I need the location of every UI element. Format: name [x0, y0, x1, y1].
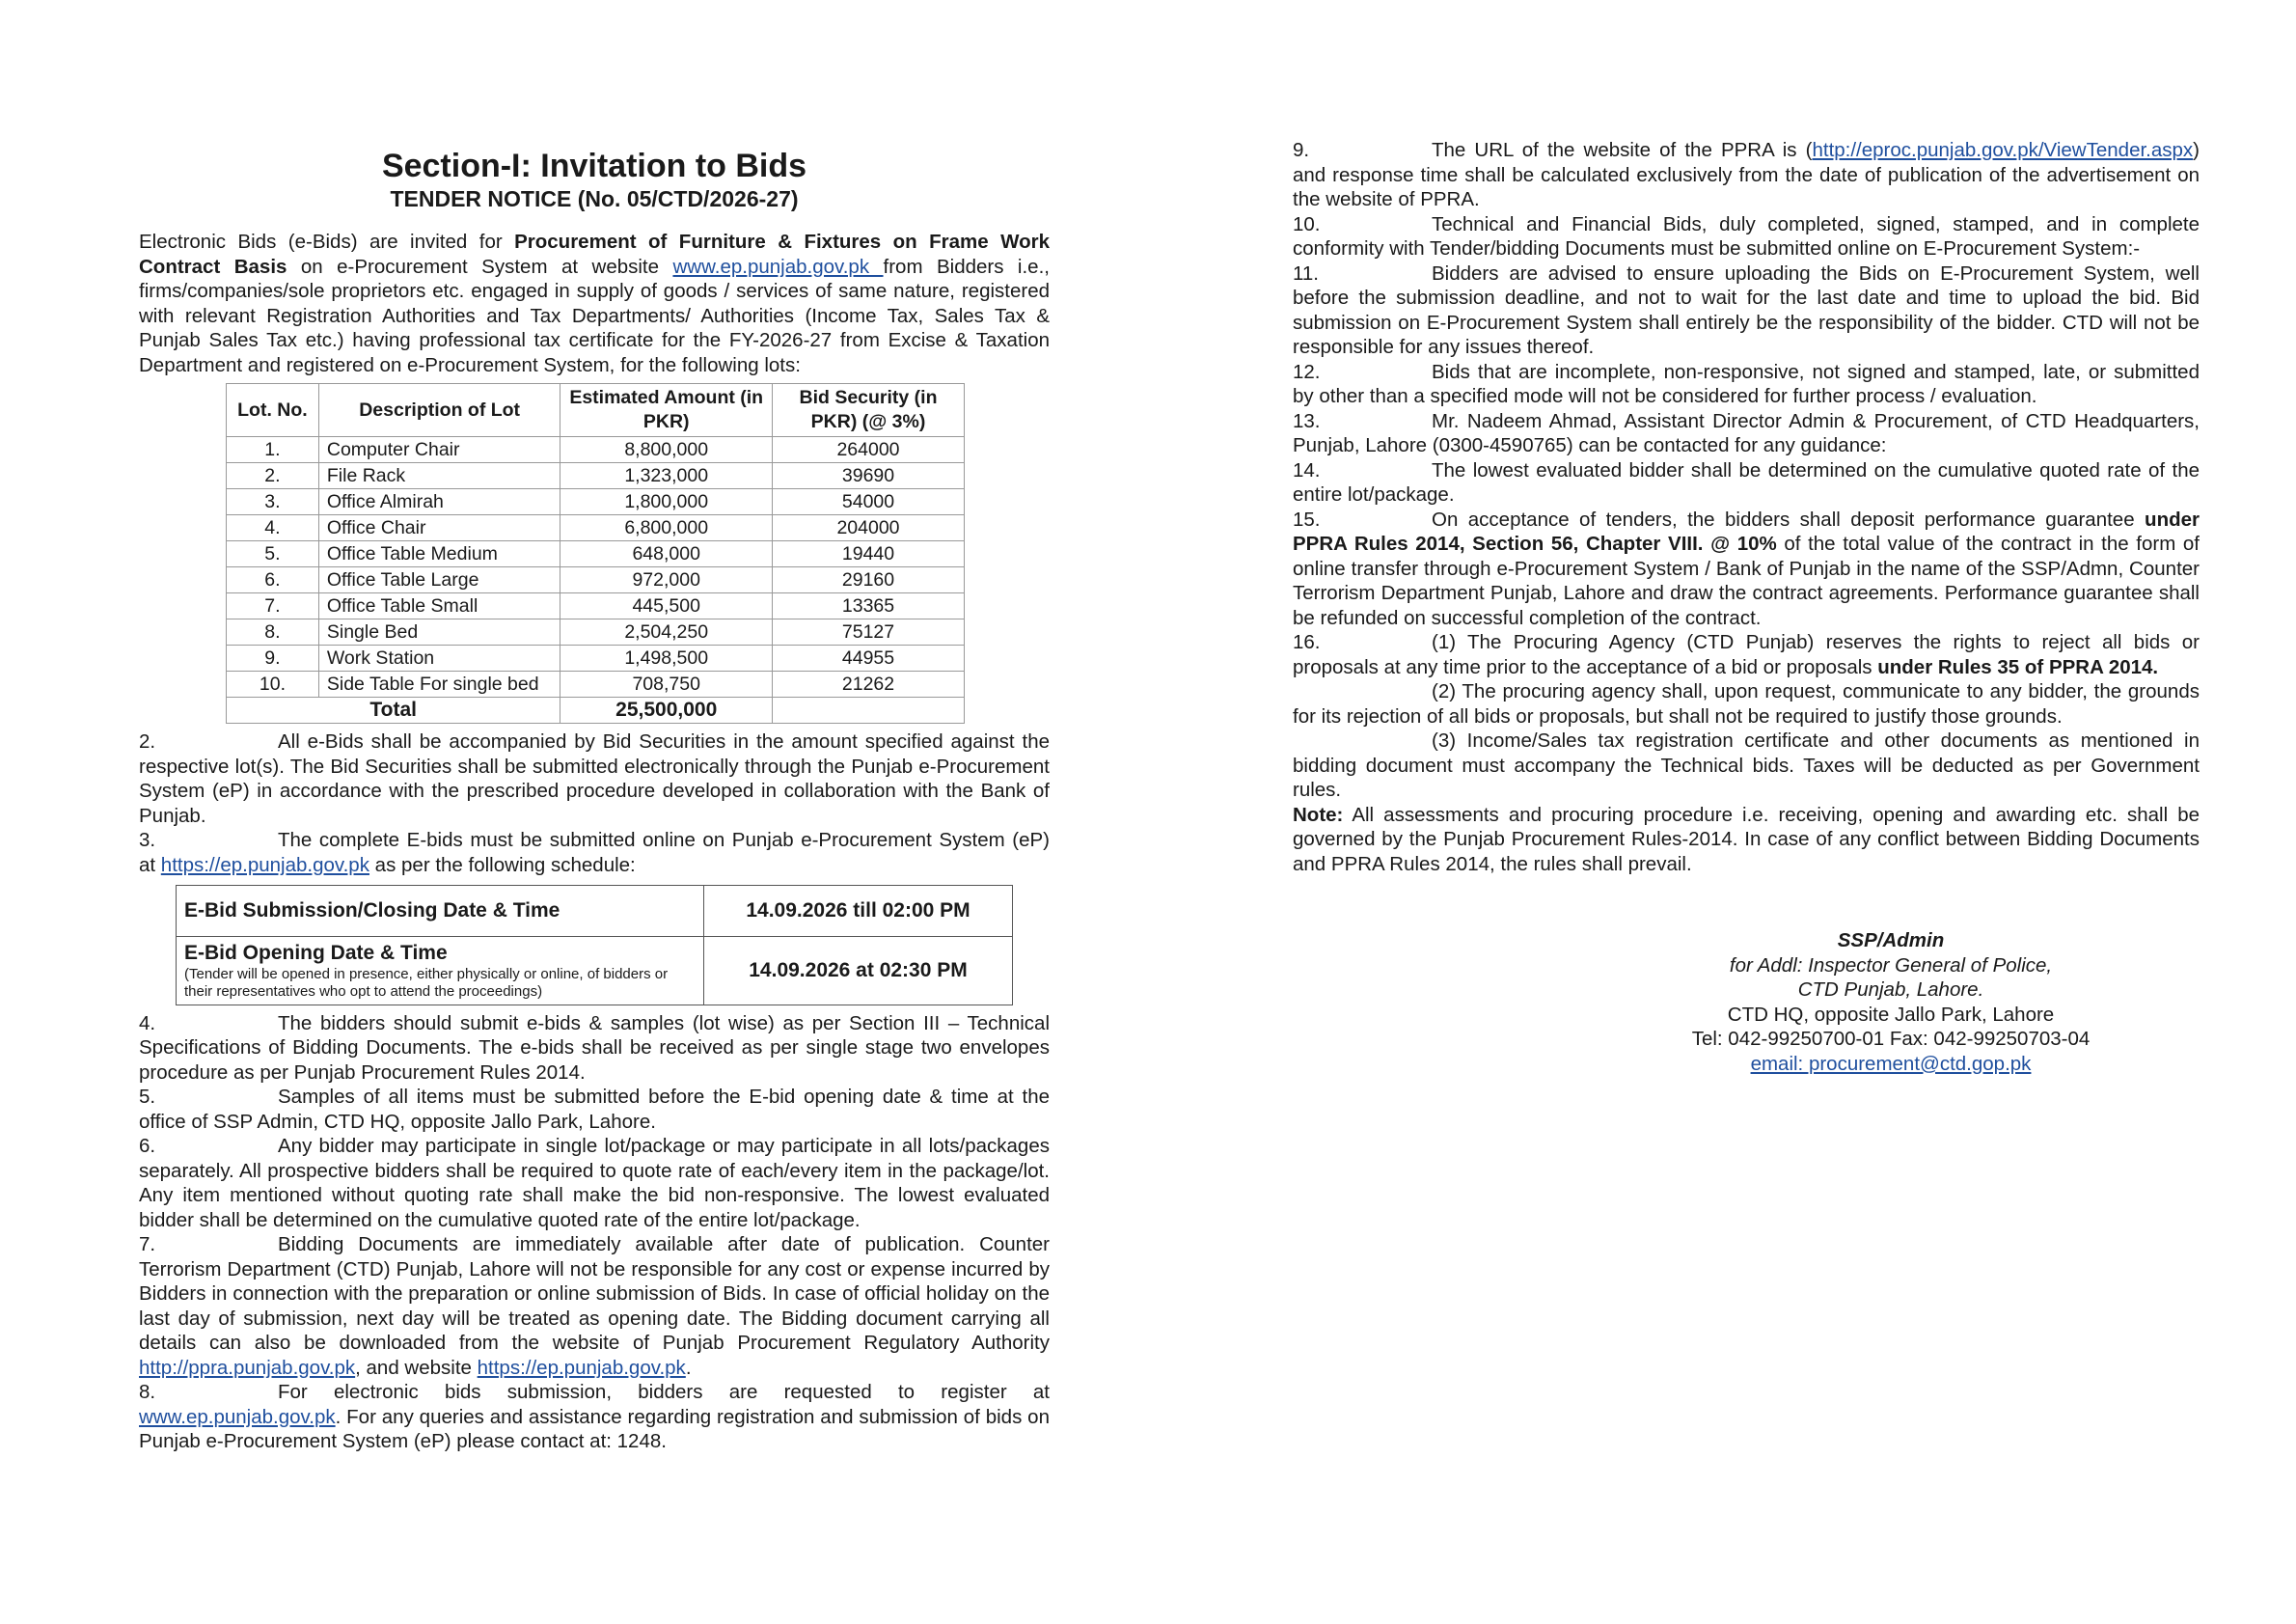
lot-number-cell: 1.: [227, 437, 319, 463]
lot-description-cell: Side Table For single bed: [318, 672, 560, 698]
schedule-table: [176, 885, 1013, 1005]
ppra-punjab-link[interactable]: http://ppra.punjab.gov.pk: [139, 1356, 356, 1379]
clause-16-1: 16. (1) The Procuring Agency (CTD Punjab) reserves the rights to reject all bids or proposals at any time prior to the acceptance of a bid or proposals under Rules 35 of PPRA 2014.: [1293, 631, 2200, 678]
lot-security-cell: 44955: [773, 646, 965, 672]
schedule-row-submission: [177, 886, 1013, 937]
signature-title: SSP/Admin: [1837, 929, 1945, 951]
table-row: [227, 619, 965, 646]
lot-amount-cell: 1,498,500: [560, 646, 773, 672]
lot-number-cell: 8.: [227, 619, 319, 646]
lot-security-cell: 39690: [773, 463, 965, 489]
clause-2: 2. All e-Bids shall be accompanied by Bid Securities in the amount specified against the respective lot(s). The Bid Securities shall be submitted electronically through the Punjab e-Procurement System (eP) in accordance with the prescribed procedure developed in collaboration with the Bank of Punjab.: [139, 730, 1050, 827]
clause-6: 6. Any bidder may participate in single lot/package or may participate in all lots/packages separately. All prospective bidders shall be required to quote rate of each/every item in the package/lot. Any item mentioned without quoting rate shall make the bid non-responsive. The lowest evaluated bidder shall be determined on the cumulative quoted rate of the entire lot/package.: [139, 1135, 1050, 1231]
clause-7: 7. Bidding Documents are immediately available after date of publication. Counter Terrorism Department (CTD) Punjab, Lahore will not be responsible for any cost or expense incurred by Bidders in connection with the preparation or online submission of Bids. In case of official holiday on the last day of submission, next day will be treated as opening date. The Bidding document carrying all details can also be downloaded from the website of Punjab Procurement Regulatory Authority http://ppra.punjab.gov.pk, and website https://ep.punjab.gov.pk.: [139, 1233, 1050, 1379]
lot-number-cell: 5.: [227, 541, 319, 567]
lot-number-cell: 7.: [227, 593, 319, 619]
submission-label: E-Bid Submission/Closing Date & Time: [177, 886, 704, 937]
col-description: Description of Lot: [318, 384, 560, 437]
schedule-row-opening: [177, 937, 1013, 1005]
signature-address: CTD HQ, opposite Jallo Park, Lahore: [1727, 1003, 2055, 1026]
table-row: [227, 646, 965, 672]
clause-16-2: (2) The procuring agency shall, upon request, communicate to any bidder, the grounds for its rejection of all bids or proposals, but shall not be required to justify those grounds.: [1293, 680, 2200, 728]
procurement-title: Procurement of Furniture & Fixtures on Frame Work Contract Basis: [139, 231, 1050, 278]
lot-number-cell: 9.: [227, 646, 319, 672]
signature-line-2: CTD Punjab, Lahore.: [1797, 978, 1984, 1001]
tender-notice-number: TENDER NOTICE (No. 05/CTD/2026-27): [390, 186, 799, 211]
lot-amount-cell: 6,800,000: [560, 515, 773, 541]
intro-paragraph: Electronic Bids (e-Bids) are invited for Procurement of Furniture & Fixtures on Frame Work Contract Basis on e-Procurement System at website www.ep.punjab.gov.pk from Bidders i.e., firms/companies/sole proprietors etc. engaged in supply of goods / services of same nature, registered with relevant Registration Authorities and Tax Departments/ Authorities (Income Tax, Sales Tax & Punjab Sales Tax etc.) having professional tax certificate for the FY-2026-27 from Excise & Taxation Department and registered on e-Procurement System, for the following lots:: [139, 231, 1050, 376]
table-row: [227, 672, 965, 698]
lot-description-cell: Office Table Large: [318, 567, 560, 593]
lots-total-row: [227, 698, 965, 724]
note-label: Note:: [1293, 803, 1344, 826]
lot-amount-cell: 445,500: [560, 593, 773, 619]
lot-amount-cell: 2,504,250: [560, 619, 773, 646]
ep-punjab-link[interactable]: www.ep.punjab.gov.pk: [672, 255, 884, 278]
clause-5: 5. Samples of all items must be submitted before the E-bid opening date & time at the office of SSP Admin, CTD HQ, opposite Jallo Park, Lahore.: [139, 1086, 1050, 1133]
clause-16-3: (3) Income/Sales tax registration certificate and other documents as mentioned in bidding document must accompany the Technical bids. Taxes will be deducted as per Government rules.: [1293, 729, 2200, 801]
lot-number-cell: 10.: [227, 672, 319, 698]
lot-security-cell: 54000: [773, 489, 965, 515]
lot-amount-cell: 1,800,000: [560, 489, 773, 515]
lots-table-header: [227, 384, 965, 437]
table-row: [227, 489, 965, 515]
lot-number-cell: 4.: [227, 515, 319, 541]
lot-security-cell: 21262: [773, 672, 965, 698]
ep-punjab-link-2[interactable]: www.ep.punjab.gov.pk: [139, 1405, 336, 1428]
page-title: Section-I: Invitation to Bids: [381, 148, 807, 184]
lot-description-cell: Office Table Small: [318, 593, 560, 619]
lot-description-cell: Office Almirah: [318, 489, 560, 515]
lot-security-cell: 19440: [773, 541, 965, 567]
lot-description-cell: Office Table Medium: [318, 541, 560, 567]
table-row: [227, 567, 965, 593]
lot-security-cell: 29160: [773, 567, 965, 593]
table-row: [227, 437, 965, 463]
clause-8: 8. For electronic bids submission, bidders are requested to register at www.ep.punjab.gov.pk. For any queries and assistance regarding registration and submission of bids on Punjab e-Procurement System (eP) please contact at: 1248.: [139, 1381, 1050, 1452]
lot-amount-cell: 8,800,000: [560, 437, 773, 463]
lot-security-cell: 13365: [773, 593, 965, 619]
total-amount: 25,500,000: [560, 698, 773, 724]
note-paragraph: Note: All assessments and procuring procedure i.e. receiving, opening and awarding etc. shall be governed by the Punjab Procurement Rules-2014. In case of any conflict between Bidding Documents and PPRA Rules 2014, the rules shall prevail.: [1293, 803, 2200, 875]
lot-security-cell: 264000: [773, 437, 965, 463]
col-estimated-amount: Estimated Amount (in PKR): [560, 384, 773, 437]
lot-amount-cell: 1,323,000: [560, 463, 773, 489]
lot-description-cell: Office Chair: [318, 515, 560, 541]
lots-table-body: [227, 437, 965, 698]
right-column: [1293, 0, 2200, 1076]
signature-block: [1679, 928, 2103, 1076]
submission-date: 14.09.2026 till 02:00 PM: [704, 886, 1013, 937]
lot-description-cell: Computer Chair: [318, 437, 560, 463]
table-row: [227, 515, 965, 541]
signature-line-1: for Addl: Inspector General of Police,: [1729, 953, 2053, 977]
total-security-empty: [773, 698, 965, 724]
lot-amount-cell: 972,000: [560, 567, 773, 593]
clause-15: 15. On acceptance of tenders, the bidders shall deposit performance guarantee under PPRA Rules 2014, Section 56, Chapter VIII. @ 10% of the total value of the contract in the form of online transfer through e-Procurement System / Bank of Punjab in the name of the SSP/Admn, Counter Terrorism Department Punjab, Lahore and draw the contract agreements. Performance guarantee shall be refunded on successful completion of the contract.: [1293, 508, 2200, 629]
signature-phone: Tel: 042-99250700-01 Fax: 042-99250703-04: [1691, 1028, 2091, 1050]
table-row: [227, 463, 965, 489]
lot-number-cell: 6.: [227, 567, 319, 593]
left-column: [139, 0, 1050, 1454]
eproc-viewtender-link[interactable]: http://eproc.punjab.gov.pk/ViewTender.aspx: [1812, 139, 2194, 161]
opening-label: E-Bid Opening Date & Time (Tender will be opened in presence, either physically or online, of bidders or their representatives who opt to attend the proceedings): [177, 937, 704, 1005]
ep-punjab-https-link[interactable]: https://ep.punjab.gov.pk: [160, 853, 369, 876]
table-row: [227, 541, 965, 567]
total-label: Total: [227, 698, 560, 724]
clause-11: 11. Bidders are advised to ensure uploading the Bids on E-Procurement System, well before the submission deadline, and not to wait for the last date and time to upload the bid. Bid submission on E-Procurement System shall entirely be the responsibility of the bidder. CTD will not be responsible for any issues thereof.: [1293, 261, 2200, 358]
opening-note: (Tender will be opened in presence, either physically or online, of bidders or their representatives who opt to attend the proceedings): [184, 965, 669, 1000]
col-bid-security: Bid Security (in PKR) (@ 3%): [773, 384, 965, 437]
signature-email-link[interactable]: email: procurement@ctd.gop.pk: [1750, 1052, 2032, 1075]
lots-table: [226, 383, 965, 724]
lot-description-cell: Work Station: [318, 646, 560, 672]
ep-punjab-https-link-2[interactable]: https://ep.punjab.gov.pk: [477, 1356, 686, 1379]
table-row: [227, 593, 965, 619]
clause-13: 13. Mr. Nadeem Ahmad, Assistant Director Admin & Procurement, of CTD Headquarters, Punjab, Lahore (0300-4590765) can be contacted for any guidance:: [1293, 409, 2200, 456]
opening-date: 14.09.2026 at 02:30 PM: [704, 937, 1013, 1005]
lot-description-cell: Single Bed: [318, 619, 560, 646]
clause-12: 12. Bids that are incomplete, non-responsive, not signed and stamped, late, or submitted by other than a specified mode will not be considered for further process / evaluation.: [1293, 360, 2200, 407]
lot-number-cell: 2.: [227, 463, 319, 489]
clause-3: 3. The complete E-bids must be submitted online on Punjab e-Procurement System (eP) at https://ep.punjab.gov.pk as per the following schedule:: [139, 829, 1050, 876]
clause-9: 9. The URL of the website of the PPRA is (http://eproc.punjab.gov.pk/ViewTender.aspx) and response time shall be calculated exclusively from the date of publication of the advertisement on the website of PPRA.: [1293, 139, 2200, 210]
lot-description-cell: File Rack: [318, 463, 560, 489]
lot-number-cell: 3.: [227, 489, 319, 515]
lot-security-cell: 204000: [773, 515, 965, 541]
col-lot-no: Lot. No.: [227, 384, 319, 437]
clause-10: 10. Technical and Financial Bids, duly completed, signed, stamped, and in complete conformity with Tender/bidding Documents must be submitted online on E-Procurement System:-: [1293, 212, 2200, 260]
lot-amount-cell: 708,750: [560, 672, 773, 698]
clause-14: 14. The lowest evaluated bidder shall be determined on the cumulative quoted rate of the entire lot/package.: [1293, 458, 2200, 506]
lot-security-cell: 75127: [773, 619, 965, 646]
clause-4: 4. The bidders should submit e-bids & samples (lot wise) as per Section III – Technical Specifications of Bidding Documents. The e-bids shall be received as per single stage two envelopes procedure as per Punjab Procurement Rules 2014.: [139, 1011, 1050, 1084]
lot-amount-cell: 648,000: [560, 541, 773, 567]
